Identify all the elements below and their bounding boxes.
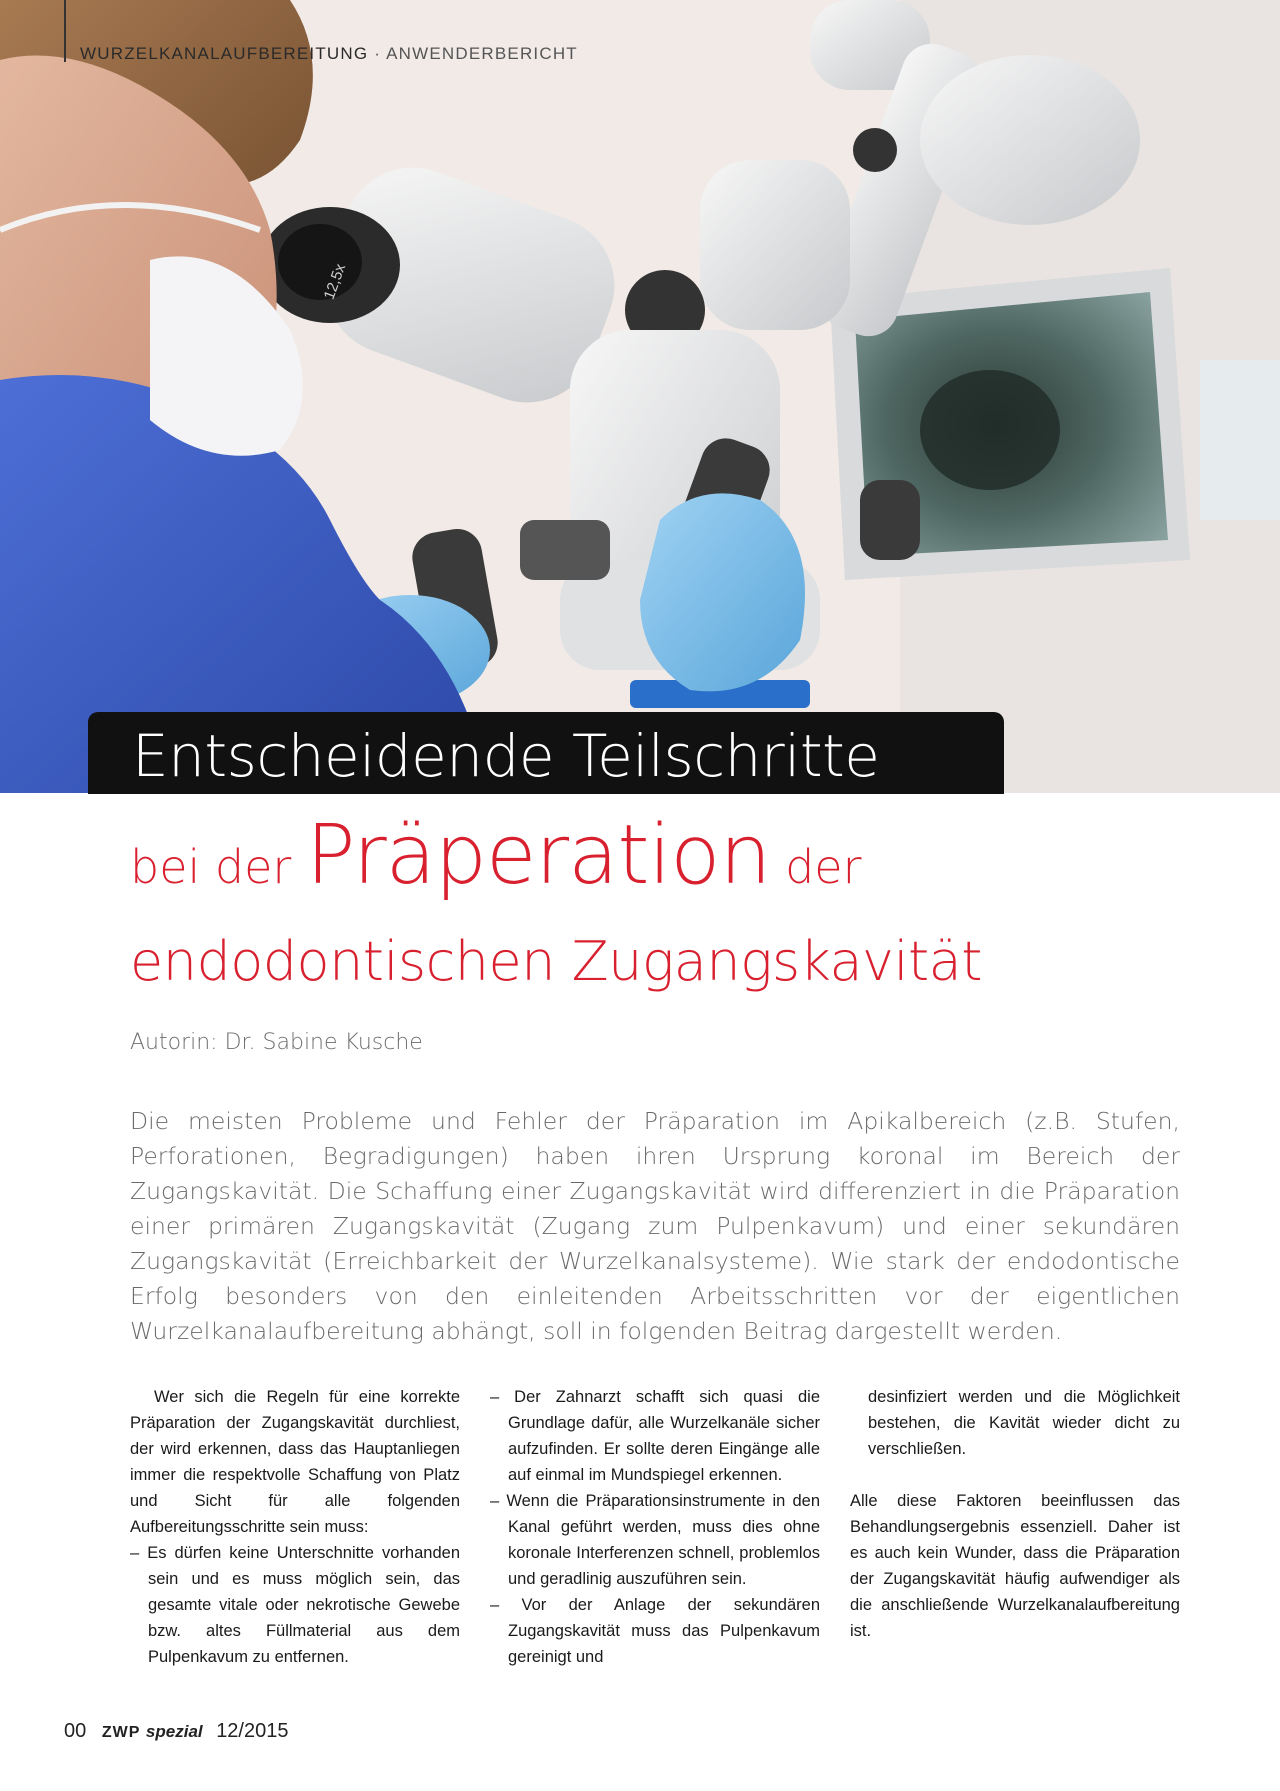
magazine-edition: spezial — [145, 1722, 203, 1741]
column-3 — [850, 1384, 1180, 1644]
title-line-3: endodontischen Zugangskavität — [130, 930, 982, 993]
list-item: – Der Zahnarzt schafft sich quasi die Grundlage dafür, alle Wurzelkanäle sicher aufzufinden. Er sollte deren Eingänge alle auf einmal im Mundspiegel erkennen. — [490, 1388, 820, 1484]
title-line-2-post: der — [770, 840, 862, 894]
title-emphasis: Präperation — [305, 808, 771, 903]
title-line-2-pre: bei der — [130, 840, 306, 894]
issue-date: 12/2015 — [216, 1720, 289, 1742]
intro-paragraph: Die meisten Probleme und Fehler der Präparation im Apikalbereich (z.B. Stufen, Perforationen, Begradigungen) haben ihren Ursprung koronal im Bereich der Zugangskavität. Die Schaffung einer Zugangskavität wird differenziert in die Präparation einer primären Zugangskavität (Zugang zum Pulpenkavum) und einer sekundären Zugangskavität (Erreichbarkeit der Wurzelkanalsysteme). Wie stark der endodontische Erfolg besonders von den einleitenden Arbeitsschritten vor der eigentlichen Wurzelkanalaufbereitung abhängt, soll in folgenden Beitrag dargestellt werden. — [130, 1107, 1180, 1345]
title-line-2 — [130, 808, 862, 903]
dental-microscope-scene — [0, 0, 1280, 793]
right-glove — [640, 493, 805, 691]
section-label — [80, 44, 578, 64]
eyepiece-label: 12,5x — [320, 261, 350, 302]
list-item: – Es dürfen keine Unterschnitte vorhanden sein und es muss möglich sein, das gesamte vitale oder nekrotische Gewebe bzw. altes Füllmaterial aus dem Pulpenkavum zu entfernen. — [130, 1544, 460, 1666]
section-name: WURZELKANALAUFBEREITUNG — [80, 44, 369, 63]
page-number: 00 — [64, 1720, 87, 1742]
body-paragraph: Alle diese Faktoren beeinflussen das Behandlungsergebnis essenziell. Daher ist es auch kein Wunder, dass die Präparation der Zugangskavität häufig aufwendiger als die anschließende Wurzelkanalaufbereitung ist. — [850, 1492, 1180, 1640]
body-paragraph: Wer sich die Regeln für eine korrekte Präparation der Zugangskavität durchliest, der wird erkennen, dass das Hauptanliegen immer die respektvolle Schaffung von Platz und Sicht für alle folgenden Aufbereitungsschritte sein muss: — [130, 1388, 460, 1536]
hero-photo — [0, 0, 1280, 793]
column-1 — [130, 1384, 460, 1670]
list-item: – Wenn die Präparationsinstrumente in den Kanal geführt werden, muss dies ohne koronale Interferenzen schnell, problemlos und geradlinig auszuführen sein. — [490, 1492, 820, 1588]
author: Autorin: Dr. Sabine Kusche — [130, 1030, 423, 1055]
subsection-name: ANWENDERBERICHT — [386, 44, 578, 63]
footer — [64, 1720, 288, 1743]
title-line-1: Entscheidende Teilschritte — [132, 722, 880, 790]
section-rule — [64, 0, 66, 62]
section-separator: · — [368, 44, 387, 63]
column-2 — [490, 1384, 820, 1670]
list-item: – Vor der Anlage der sekundären Zugangskavität muss das Pulpenkavum gereinigt und — [490, 1596, 820, 1666]
magazine-name: ZWP — [101, 1724, 141, 1741]
list-item-continuation: desinfiziert werden und die Möglichkeit bestehen, die Kavität wieder dicht zu verschließen. — [868, 1388, 1180, 1458]
